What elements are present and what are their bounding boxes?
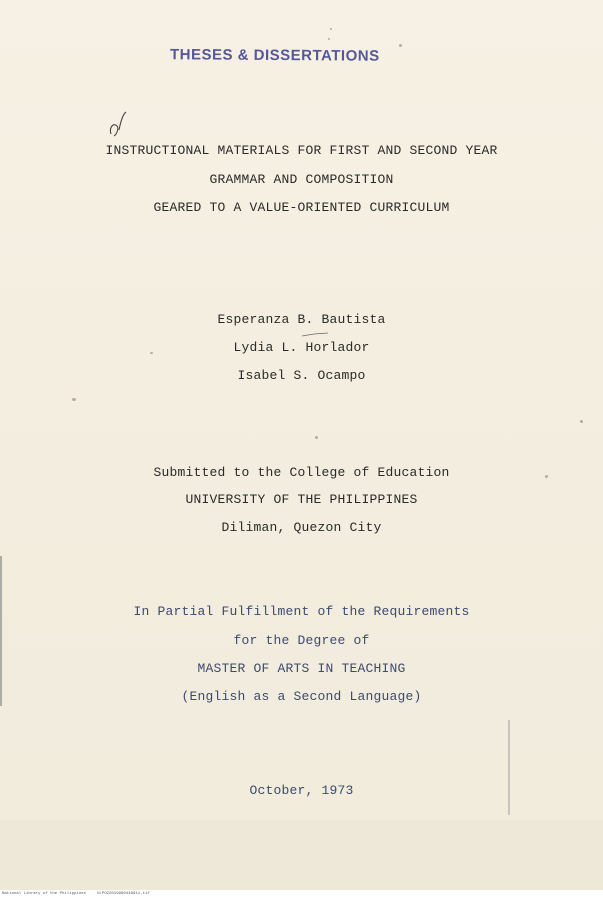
pencil-mark	[508, 720, 510, 815]
fulfillment-line-3: MASTER OF ARTS IN TEACHING	[197, 661, 406, 676]
fulfillment-line-1: In Partial Fulfillment of the Requirements	[133, 604, 470, 619]
submission-line-3: Diliman, Quezon City	[221, 520, 382, 535]
fulfillment-line-4: (English as a Second Language)	[181, 689, 422, 704]
footer-source: National Library of the Philippines	[2, 892, 87, 896]
footer-strip	[0, 890, 603, 900]
title-line-1: INSTRUCTIONAL MATERIALS FOR FIRST AND SECOND YEAR	[105, 143, 498, 158]
speck	[328, 38, 330, 40]
margin-line	[0, 556, 2, 706]
pen-mark-icon	[300, 332, 340, 338]
author-2: Lydia L. Horlador	[233, 340, 370, 355]
title-line-2: GRAMMAR AND COMPOSITION	[209, 172, 394, 187]
speck	[399, 44, 402, 47]
author-3: Isabel S. Ocampo	[237, 368, 366, 383]
fulfillment-line-2: for the Degree of	[233, 633, 370, 648]
footer-filename: ULPOZZ019990449911.tif	[97, 892, 150, 896]
date: October, 1973	[249, 783, 354, 798]
submission-line-2: UNIVERSITY OF THE PHILIPPINES	[185, 492, 418, 507]
author-1: Esperanza B. Bautista	[217, 312, 386, 327]
scan-bottom-band	[0, 820, 603, 900]
speck	[315, 436, 318, 439]
speck	[580, 420, 583, 423]
handwritten-mark-icon	[107, 110, 129, 140]
speck	[330, 28, 332, 30]
title-line-3: GEARED TO A VALUE-ORIENTED CURRICULUM	[153, 200, 450, 215]
submission-line-1: Submitted to the College of Education	[153, 465, 450, 480]
archive-stamp: THESES & DISSERTATIONS	[169, 46, 380, 65]
speck	[72, 398, 76, 401]
